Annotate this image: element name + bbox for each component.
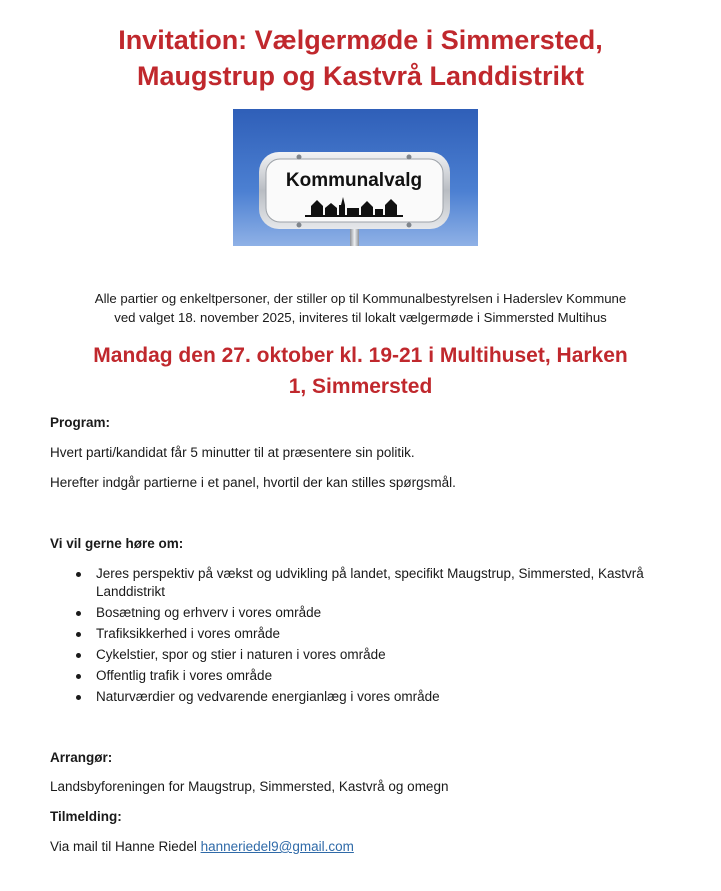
list-item-text: Jeres perspektiv på vækst og udvikling på landet, specifikt Maugstrup, Simmersted, Kastvrå Landdistrikt bbox=[96, 566, 644, 599]
bullet-icon bbox=[76, 572, 81, 577]
title-line-1: Invitation: Vælgermøde i Simmersted, bbox=[118, 25, 603, 55]
topics-list bbox=[50, 565, 670, 709]
list-item-text: Offentlig trafik i vores område bbox=[96, 668, 273, 683]
list-item bbox=[50, 688, 670, 706]
list-item bbox=[50, 625, 670, 643]
bullet-icon bbox=[76, 653, 81, 658]
kommunalvalg-sign-image bbox=[233, 109, 478, 246]
list-item bbox=[50, 604, 670, 622]
event-date-heading bbox=[30, 340, 691, 402]
list-item bbox=[50, 667, 670, 685]
bullet-icon bbox=[76, 632, 81, 637]
list-item bbox=[50, 565, 670, 601]
event-line-2: 1, Simmersted bbox=[288, 375, 433, 398]
program-label: Program: bbox=[50, 415, 111, 430]
topics-label: Vi vil gerne høre om: bbox=[50, 536, 184, 551]
signup-text bbox=[50, 838, 354, 856]
bullet-icon bbox=[76, 611, 81, 616]
bullet-icon bbox=[76, 674, 81, 679]
organizer-label: Arrangør: bbox=[50, 750, 113, 765]
intro-text bbox=[40, 289, 681, 327]
program-paragraph-2: Herefter indgår partierne i et panel, hvortil der kan stilles spørgsmål. bbox=[50, 475, 456, 490]
page-title bbox=[0, 22, 721, 94]
bullet-icon bbox=[76, 695, 81, 700]
intro-line-2: ved valget 18. november 2025, inviteres til lokalt vælgermøde i Simmersted Multihus bbox=[114, 310, 607, 325]
event-line-1: Mandag den 27. oktober kl. 19-21 i Multihuset, Harken bbox=[93, 344, 628, 367]
list-item-text: Bosætning og erhverv i vores område bbox=[96, 605, 322, 620]
list-item bbox=[50, 646, 670, 664]
title-line-2: Maugstrup og Kastvrå Landdistrikt bbox=[136, 61, 585, 91]
organizer-text: Landsbyforeningen for Maugstrup, Simmersted, Kastvrå og omegn bbox=[50, 779, 449, 794]
list-item-text: Cykelstier, spor og stier i naturen i vores område bbox=[96, 647, 386, 662]
signup-label: Tilmelding: bbox=[50, 809, 122, 824]
signup-prefix: Via mail til Hanne Riedel bbox=[50, 839, 201, 854]
list-item-text: Naturværdier og vedvarende energianlæg i vores område bbox=[96, 689, 440, 704]
sign-text: Kommunalvalg bbox=[285, 170, 423, 191]
email-link[interactable]: hanneriedel9@gmail.com bbox=[200, 839, 354, 854]
intro-line-1: Alle partier og enkeltpersoner, der stiller op til Kommunalbestyrelsen i Haderslev Kommune bbox=[94, 291, 627, 306]
list-item-text: Trafiksikkerhed i vores område bbox=[96, 626, 281, 641]
program-paragraph-1: Hvert parti/kandidat får 5 minutter til at præsentere sin politik. bbox=[50, 445, 415, 460]
